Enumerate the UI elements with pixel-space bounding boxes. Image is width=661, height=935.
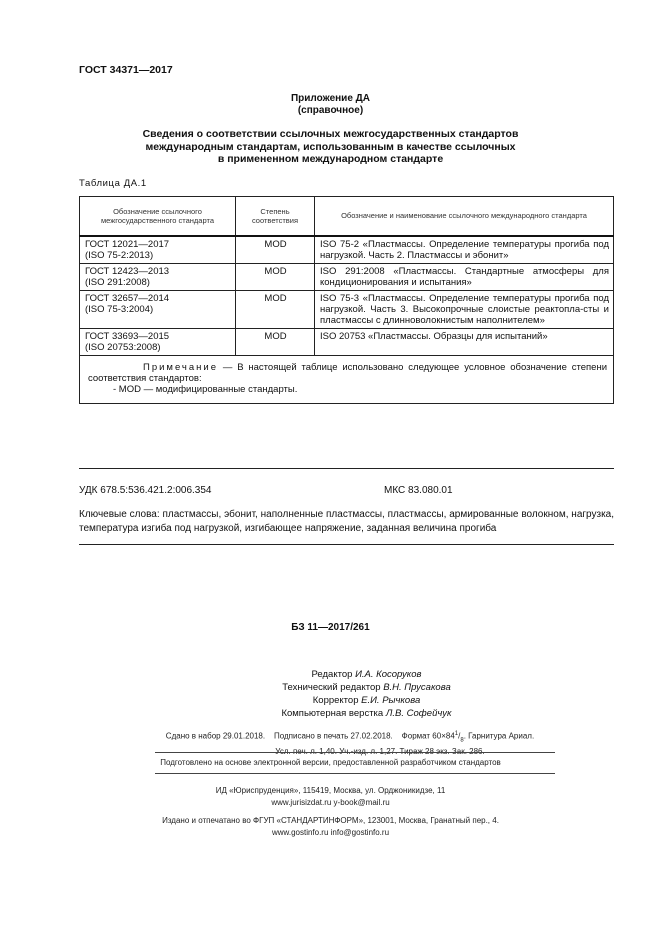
publisher-info <box>0 785 661 809</box>
table-note <box>80 356 614 404</box>
bz-number: БЗ 11—2017/261 <box>291 622 370 633</box>
iso-name-cell: ISO 75-2 «Пластмассы. Определение температуры прогиба под нагрузкой. Часть 2. Пластмассы и эбонит» <box>315 236 614 264</box>
printer-contacts: www.gostinfo.ru info@gostinfo.ru <box>271 828 390 837</box>
credit-person: Е.И. Рычкова <box>361 695 421 706</box>
gost-designation: ГОСТ 32657—2014 <box>85 293 170 304</box>
credits-block <box>150 668 583 720</box>
gost-cell <box>80 329 236 356</box>
degree-cell: MOD <box>236 264 315 291</box>
section-title-line: в примененном международном стандарте <box>217 153 444 165</box>
credit-line <box>150 668 583 681</box>
annex-title: Приложение ДА <box>290 93 371 104</box>
publication-line: Сдано в набор 29.01.2018. Подписано в печать 27.02.2018. Формат $60\times 84^1/_8$. Гарнитура Ариал. <box>165 731 535 744</box>
table-row <box>80 291 614 329</box>
format-sup: 1 <box>454 731 459 737</box>
typeface: . Гарнитура Ариал. <box>463 731 535 741</box>
annex-heading <box>0 93 661 117</box>
degree-cell: MOD <box>236 291 315 329</box>
iso-name-cell: ISO 291:2008 «Пластмассы. Стандартные атмосферы для кондиционирования и испытания» <box>315 264 614 291</box>
section-title <box>0 128 661 166</box>
iso-reference: (ISO 20753:2008) <box>85 342 161 353</box>
format-sub: 8 <box>460 737 464 744</box>
printer-address: Издано и отпечатано во ФГУП «СТАНДАРТИНФОРМ», 123001, Москва, Гранатный пер., 4. <box>162 816 499 825</box>
prepared-note: Подготовлено на основе электронной версии, предоставленной разработчиком стандартов <box>160 758 501 767</box>
credit-role: Редактор <box>311 669 353 680</box>
gost-designation: ГОСТ 12021—2017 <box>85 239 170 250</box>
credit-person: Л.В. Софейчук <box>385 708 452 719</box>
gost-designation: ГОСТ 12423—2013 <box>85 266 170 277</box>
divider <box>79 544 614 545</box>
table-label: Таблица ДА.1 <box>79 178 147 189</box>
note-item: - MOD — модифицированные стандарты. <box>113 384 298 395</box>
document-header: ГОСТ 34371—2017 <box>79 64 173 76</box>
table-row <box>80 264 614 291</box>
udk-code: УДК 678.5:536.421.2:006.354 <box>79 485 212 496</box>
iso-reference: (ISO 75-3:2004) <box>85 304 154 315</box>
gost-cell <box>80 264 236 291</box>
credit-role: Корректор <box>312 695 359 706</box>
gost-cell <box>80 236 236 264</box>
iso-name-cell: ISO 75-3 «Пластмассы. Определение температуры прогиба под нагрузкой. Часть 3. Высокопрочные слоистые реактопла-сты и пластмассы с длинноволокнистым наполнителем» <box>315 291 614 329</box>
signed-date: Подписано в печать 27.02.2018. <box>273 731 393 741</box>
degree-cell: MOD <box>236 236 315 264</box>
keywords: Ключевые слова: пластмассы, эбонит, наполненные пластмассы, пластмассы, армированные волокном, нагрузка, температура изгиба под нагрузкой, изгибающее напряжение, заданная величина прогиба <box>79 509 614 534</box>
credit-person: В.Н. Прусакова <box>383 682 451 693</box>
reference-table <box>79 196 614 404</box>
note-label: Примечание <box>143 362 218 373</box>
table-row <box>80 329 614 356</box>
credit-role: Компьютерная верстка <box>281 708 384 719</box>
column-header: Обозначение и наименование ссылочного международного стандарта <box>315 197 614 237</box>
sent-date: Сдано в набор 29.01.2018. <box>165 731 266 741</box>
publisher-contacts: www.jurisizdat.ru y-book@mail.ru <box>271 798 390 807</box>
column-header: Обозначение ссылочного межгосударственного стандарта <box>80 197 236 237</box>
column-header: Степень соответствия <box>236 197 315 237</box>
table-header-row <box>80 197 614 237</box>
divider <box>155 752 555 753</box>
credit-line <box>150 681 583 694</box>
credit-line <box>150 707 583 720</box>
format-label: Формат 60×84 <box>401 731 455 741</box>
credit-line <box>150 694 583 707</box>
gost-designation: ГОСТ 33693—2015 <box>85 331 170 342</box>
annex-subtitle: (справочное) <box>297 105 364 116</box>
publisher-address: ИД «Юриспруденция», 115419, Москва, ул. Орджоникидзе, 11 <box>215 786 446 795</box>
divider <box>155 773 555 774</box>
credit-person: И.А. Косоруков <box>355 669 422 680</box>
note-text: — В настоящей таблице использовано следующее условное обозначение степени соответствия стандартов: <box>88 362 607 384</box>
credit-role: Технический редактор <box>282 682 381 693</box>
printer-info <box>0 815 661 839</box>
table-row <box>80 236 614 264</box>
iso-name-cell: ISO 20753 «Пластмассы. Образцы для испытаний» <box>315 329 614 356</box>
publication-line: Усл. печ. л. 1,40. Уч.-изд. л. 1,27. Тираж 28 экз. Зак. 286. <box>275 747 485 757</box>
iso-reference: (ISO 75-2:2013) <box>85 250 154 261</box>
table-note-row <box>80 356 614 404</box>
section-title-line: международным стандартам, использованным в качестве ссылочных <box>145 140 516 153</box>
mks-code: МКС 83.080.01 <box>384 485 453 496</box>
divider <box>79 468 614 469</box>
degree-cell: MOD <box>236 329 315 356</box>
publication-info <box>100 728 600 758</box>
iso-reference: (ISO 291:2008) <box>85 277 150 288</box>
section-title-line: Сведения о соответствии ссылочных межгосударственных стандартов <box>142 128 519 140</box>
gost-cell <box>80 291 236 329</box>
